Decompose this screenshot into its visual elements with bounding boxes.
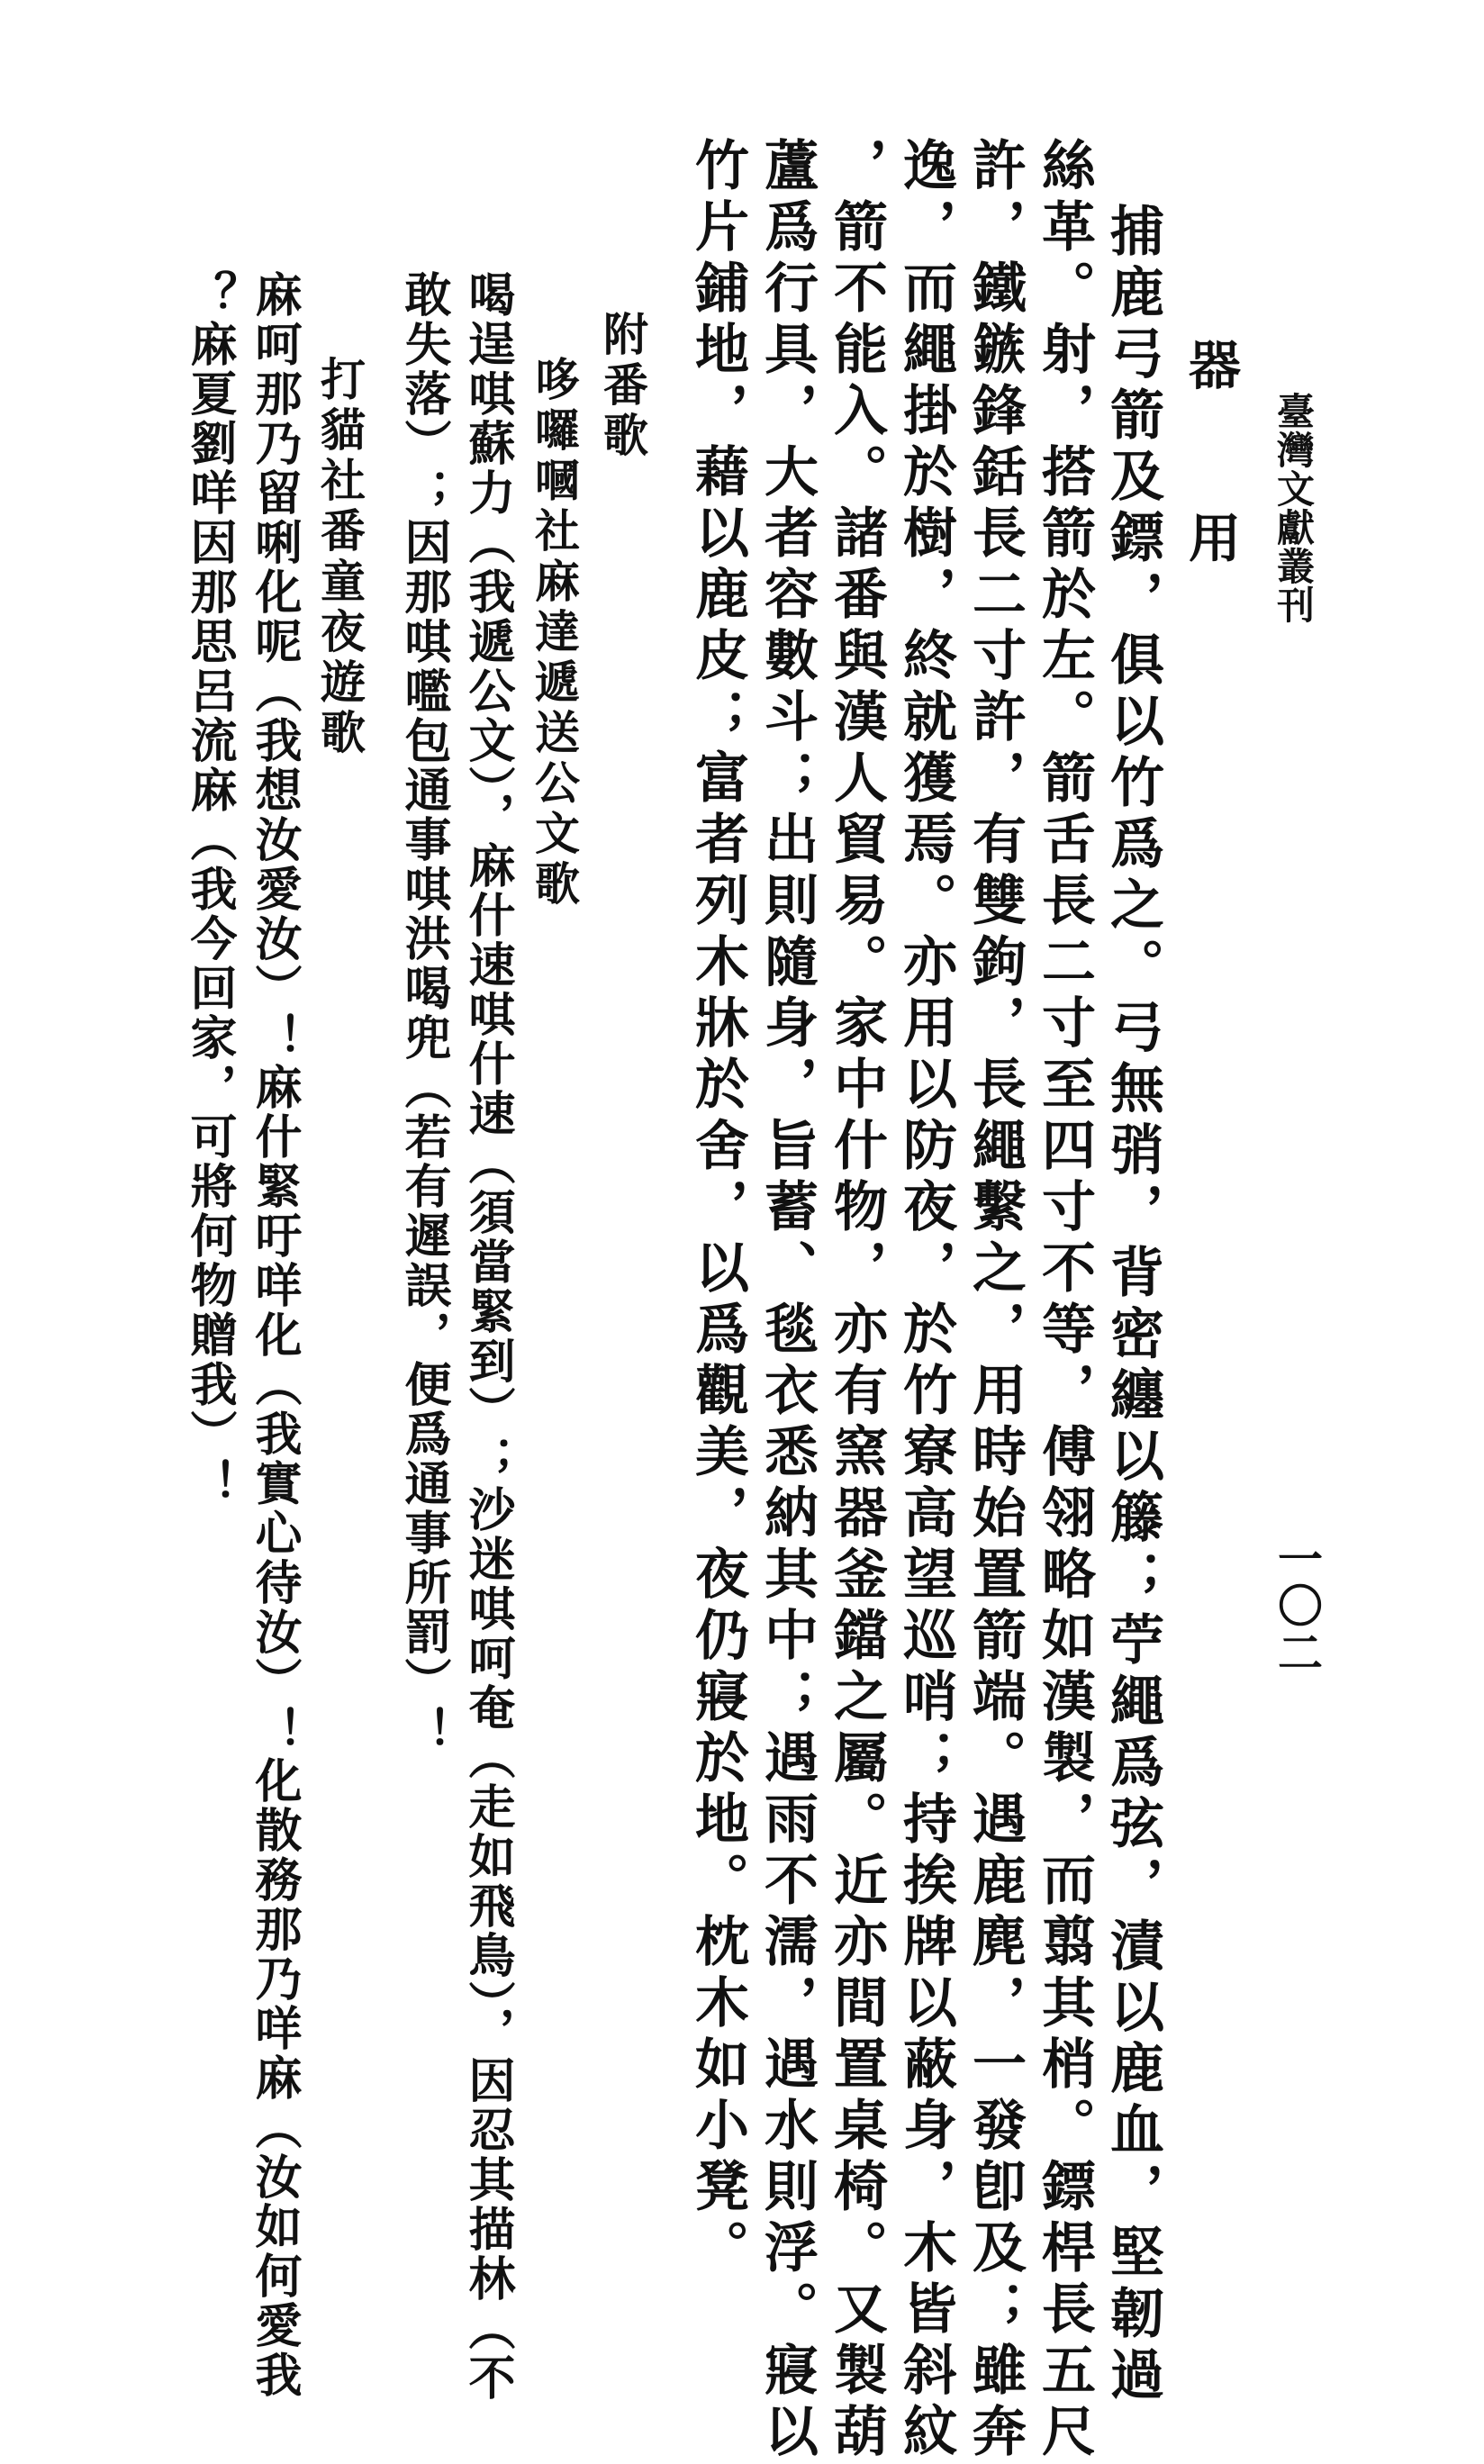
song-title: 打貓社番童夜遊歌 <box>313 356 366 759</box>
paragraph-line: 逸，而繩掛於樹，終就獲焉。亦用以防夜，於竹寮高望巡哨；持挨牌以蔽身，木皆斜紋 <box>894 137 957 2464</box>
song-line: ？麻夏劉咩因那思呂流麻（我今回家，可將何物贈我）！ <box>182 270 237 1508</box>
paragraph-line: 捕鹿弓箭及鏢，俱以竹爲之。弓無弰，背密纏以籐；苧繩爲弦，漬以鹿血，堅韌過 <box>1101 203 1164 2407</box>
page-number: 一〇二 <box>1271 1535 1324 1676</box>
song-title: 哆囉嘓社麻達遞送公文歌 <box>528 356 581 910</box>
paragraph-line: ，箭不能入。諸番與漢人貿易。家中什物，亦有窯器釜鐺之屬。近亦間置桌椅。又製葫 <box>825 137 888 2464</box>
section-title: 器 用 <box>1180 338 1241 597</box>
paragraph-line: 蘆爲行具，大者容數斗；出則隨身，旨蓄、毯衣悉納其中；遇雨不濡，遇水則浮。寢以 <box>756 137 819 2464</box>
paragraph-line: 絲革。射，搭箭於左。箭舌長二寸至四寸不等，傅翎略如漢製，而翦其梢。鏢桿長五尺 <box>1033 137 1096 2464</box>
song-line: 麻呵那乃留唎化呢（我想汝愛汝）！麻什緊吁咩化（我實心待汝）！化散務那乃咩麻（汝如何愛我 <box>247 270 302 2400</box>
series-title: 臺灣文獻叢刊 <box>1271 392 1316 624</box>
song-line: 喝逞唭蘇力（我遞公文），麻什速唭什速（須當緊到）；沙迷唭呵奄（走如飛鳥），因忍其描林（不 <box>460 270 515 2403</box>
song-line: 敢失落）；因那唭嚂包通事唭洪喝兜（若有遲誤，便爲通事所罰）！ <box>396 270 451 1756</box>
paragraph-line: 竹片鋪地，藉以鹿皮；富者列木牀於舍，以爲觀美，夜仍寢於地。枕木如小凳。 <box>686 137 749 2280</box>
appendix-title: 附番歌 <box>596 311 649 462</box>
paragraph-line: 許，鐵鏃鋒銛長二寸許，有雙鉤，長繩繫之，用時始置箭端。遇鹿麂，一發卽及；雖奔 <box>964 137 1027 2464</box>
